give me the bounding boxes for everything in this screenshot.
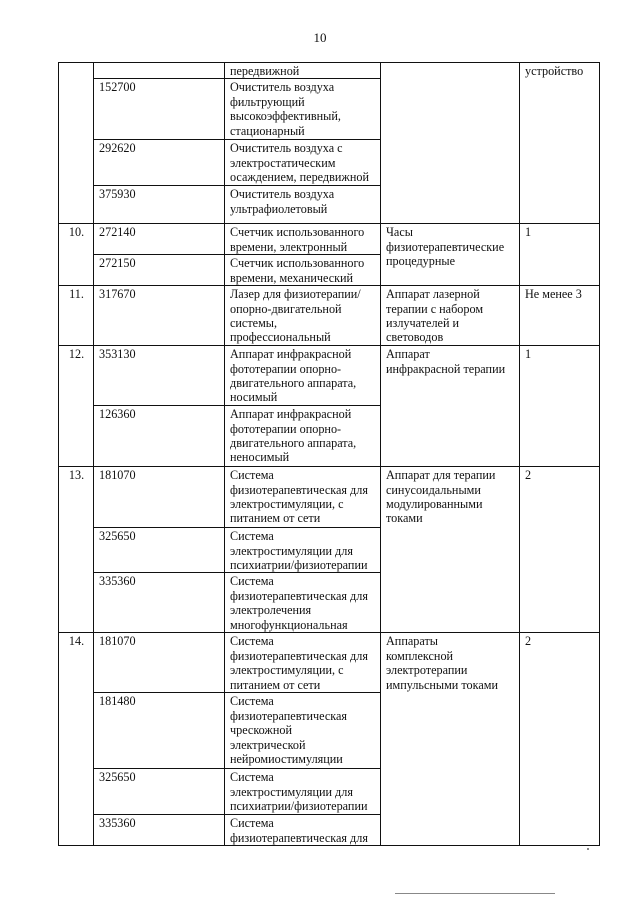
equipment-quantity: 2 [520, 633, 600, 846]
device-code [94, 63, 225, 79]
equipment-type: Часы физиотерапевтические процедурные [381, 224, 520, 286]
device-name: передвижной [225, 63, 381, 79]
row-number: 14. [59, 633, 94, 846]
device-code: 325650 [94, 769, 225, 815]
device-name: Счетчик использованного времени, электронный [225, 224, 381, 255]
device-name: Система физиотерапевтическая чрескожной электрической нейромиостимуляции [225, 693, 381, 769]
equipment-quantity: Не менее 3 [520, 286, 600, 346]
device-code: 335360 [94, 815, 225, 846]
device-name: Лазер для физиотерапии/ опорно-двигательной системы, профессиональный [225, 286, 381, 346]
equipment-type: Аппарат инфракрасной терапии [381, 346, 520, 467]
equipment-quantity: 1 [520, 224, 600, 286]
device-code: 181070 [94, 633, 225, 693]
row-number: 12. [59, 346, 94, 467]
equipment-table [58, 62, 600, 846]
device-name: Очиститель воздуха ультрафиолетовый [225, 186, 381, 224]
equipment-type: Аппараты комплексной электротерапии импульсными токами [381, 633, 520, 846]
table-row [59, 63, 600, 79]
device-code: 325650 [94, 528, 225, 573]
device-name: Аппарат инфракрасной фототерапии опорно- двигательного аппарата, носимый [225, 346, 381, 406]
equipment-quantity: устройство [520, 63, 600, 224]
equipment-quantity: 1 [520, 346, 600, 467]
equipment-type: Аппарат лазерной терапии с набором излучателей и световодов [381, 286, 520, 346]
row-number: 13. [59, 467, 94, 633]
device-code: 375930 [94, 186, 225, 224]
table-row [59, 224, 600, 255]
device-code: 353130 [94, 346, 225, 406]
device-name: Система электростимуляции для психиатрии/физиотерапии [225, 769, 381, 815]
device-code: 272150 [94, 255, 225, 286]
device-code: 335360 [94, 573, 225, 633]
table-row [59, 633, 600, 693]
equipment-type: Аппарат для терапии синусоидальными модулированными токами [381, 467, 520, 633]
page-number: 10 [313, 30, 327, 45]
device-code: 272140 [94, 224, 225, 255]
device-code: 181480 [94, 693, 225, 769]
device-name: Очиститель воздуха фильтрующий высокоэффективный, стационарный [225, 79, 381, 140]
device-name: Система физиотерапевтическая для [225, 815, 381, 846]
device-name: Очиститель воздуха с электростатическим осаждением, передвижной [225, 140, 381, 186]
device-name: Счетчик использованного времени, механический [225, 255, 381, 286]
row-number [59, 63, 94, 224]
scan-artifact-dot [587, 848, 589, 850]
row-number: 11. [59, 286, 94, 346]
device-name: Система физиотерапевтическая для электростимуляции, с питанием от сети [225, 633, 381, 693]
device-code: 317670 [94, 286, 225, 346]
table-row [59, 346, 600, 406]
table-row [59, 286, 600, 346]
device-name: Аппарат инфракрасной фототерапии опорно- двигательного аппарата, неносимый [225, 406, 381, 467]
row-number: 10. [59, 224, 94, 286]
scan-artifact-line [395, 893, 555, 894]
device-name: Система электростимуляции для психиатрии/физиотерапии [225, 528, 381, 573]
equipment-quantity: 2 [520, 467, 600, 633]
device-code: 126360 [94, 406, 225, 467]
device-code: 292620 [94, 140, 225, 186]
device-code: 181070 [94, 467, 225, 528]
device-name: Система физиотерапевтическая для электростимуляции, с питанием от сети [225, 467, 381, 528]
device-name: Система физиотерапевтическая для электролечения многофункциональная [225, 573, 381, 633]
table-row [59, 467, 600, 528]
device-code: 152700 [94, 79, 225, 140]
equipment-type [381, 63, 520, 224]
